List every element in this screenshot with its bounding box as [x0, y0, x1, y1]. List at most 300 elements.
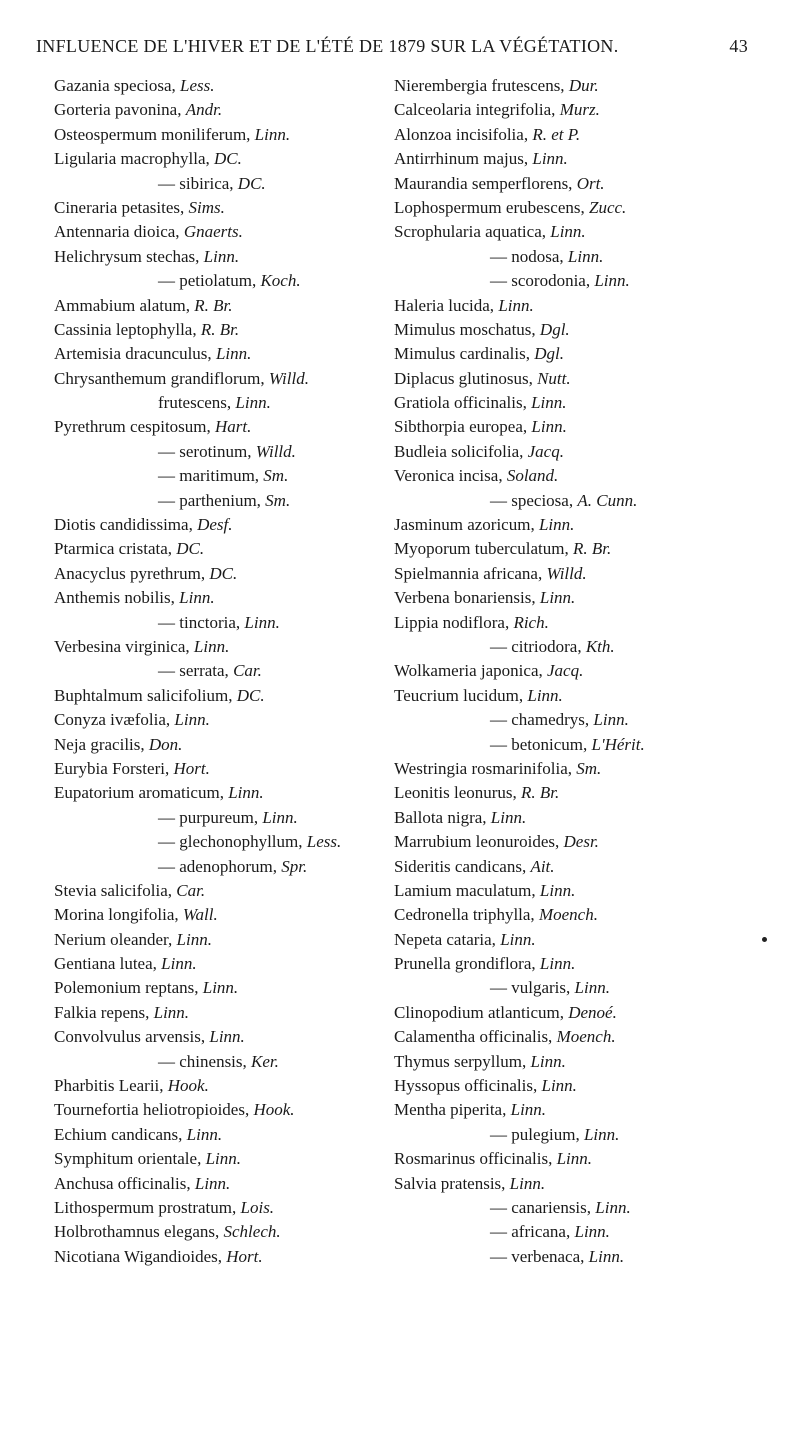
species-name: — parthenium, [158, 490, 266, 510]
species-author: Sm. [263, 466, 289, 486]
species-author: Linn. [262, 807, 298, 827]
species-author: Linn. [179, 588, 215, 608]
species-author: Gnaerts. [183, 222, 243, 242]
species-author: Willd. [546, 563, 587, 583]
species-author: Kth. [585, 636, 615, 656]
species-author: Linn. [567, 246, 604, 266]
species-author: Desr. [563, 832, 599, 852]
species-entry [54, 733, 384, 757]
species-author: Soland. [506, 466, 559, 486]
species-entry [54, 757, 384, 781]
species-author: Linn. [161, 954, 197, 974]
species-entry [394, 1123, 744, 1147]
species-name: Verbena bonariensis, [394, 588, 540, 608]
left-column [54, 74, 384, 1269]
species-entry [394, 294, 744, 318]
species-entry [54, 1172, 384, 1196]
species-entry [54, 806, 384, 830]
species-author: Linn. [194, 1173, 231, 1193]
species-entry [394, 1050, 744, 1074]
species-name: Osteospermum moniliferum, [54, 124, 255, 144]
species-entry [54, 1098, 384, 1122]
species-entry [394, 1098, 744, 1122]
species-entry [54, 294, 384, 318]
species-author: DC. [209, 563, 238, 583]
species-author: Linn. [205, 1149, 242, 1169]
species-name: Holbrothamnus elegans, [54, 1222, 224, 1242]
species-entry [394, 245, 744, 269]
species-name: Tournefortia heliotropioides, [54, 1100, 254, 1120]
species-author: R. Br. [194, 295, 233, 315]
species-entry [394, 1196, 744, 1220]
species-name: Sideritis candicans, [394, 856, 531, 876]
species-author: Linn. [235, 393, 271, 413]
species-name: Falkia repens, [54, 1002, 154, 1022]
species-entry [54, 928, 384, 952]
species-name: Ligularia macrophylla, [54, 149, 215, 169]
species-entry [394, 855, 744, 879]
species-name: Wolkameria japonica, [394, 661, 547, 681]
species-name: Salvia pratensis, [394, 1173, 510, 1193]
species-entry [54, 952, 384, 976]
species-name: — adenophorum, [158, 856, 282, 876]
species-author: Lois. [240, 1197, 275, 1217]
species-entry [394, 1025, 744, 1049]
species-author: Dgl. [534, 344, 564, 364]
species-name: Polemonium reptans, [54, 978, 203, 998]
species-name: Nicotiana Wigandioides, [54, 1246, 227, 1266]
species-name: — speciosa, [490, 490, 578, 510]
species-entry [394, 635, 744, 659]
species-author: Linn. [186, 1124, 223, 1144]
species-name: Anthemis nobilis, [54, 588, 180, 608]
species-name: Cineraria petasites, [54, 197, 189, 217]
species-author: Linn. [531, 393, 567, 413]
species-name: Veronica incisa, [394, 466, 507, 486]
species-entry [54, 1025, 384, 1049]
species-entry [394, 562, 744, 586]
species-author: Linn. [510, 1100, 547, 1120]
species-entry [54, 489, 384, 513]
species-entry [394, 928, 744, 952]
species-author: Linn. [539, 588, 576, 608]
species-author: Schlech. [223, 1222, 281, 1242]
species-author: DC. [237, 173, 266, 193]
species-name: Hyssopus officinalis, [394, 1076, 542, 1096]
species-entry [54, 1147, 384, 1171]
species-name: Anacyclus pyrethrum, [54, 563, 210, 583]
species-name: Helichrysum stechas, [54, 246, 204, 266]
species-author: Linn. [550, 222, 586, 242]
species-name: Buphtalmum salicifolium, [54, 685, 237, 705]
species-author: Hort. [226, 1246, 263, 1266]
species-entry [394, 172, 744, 196]
species-author: Ker. [251, 1051, 279, 1071]
species-author: Moench. [538, 905, 598, 925]
species-entry [54, 1001, 384, 1025]
species-name: Nepeta cataria, [394, 929, 501, 949]
species-entry [54, 342, 384, 366]
species-entry [54, 123, 384, 147]
species-author: Spr. [281, 856, 308, 876]
species-entry [394, 318, 744, 342]
species-author: Linn. [215, 344, 252, 364]
species-entry [54, 440, 384, 464]
species-author: Linn. [588, 1246, 625, 1266]
species-entry [394, 806, 744, 830]
species-author: Sm. [576, 758, 602, 778]
species-author: Linn. [593, 710, 629, 730]
species-name: Ptarmica cristata, [54, 539, 177, 559]
species-author: Hook. [253, 1100, 295, 1120]
species-name: Gentiana lutea, [54, 954, 162, 974]
species-name: Gorteria pavonina, [54, 100, 186, 120]
species-name: — betonicum, [490, 734, 592, 754]
species-name: Lithospermum prostratum, [54, 1197, 241, 1217]
species-author: Linn. [509, 1173, 546, 1193]
species-entry [394, 391, 744, 415]
species-entry [54, 245, 384, 269]
species-name: — africana, [490, 1222, 575, 1242]
species-name: — canariensis, [490, 1197, 596, 1217]
species-name: Cassinia leptophylla, [54, 319, 201, 339]
species-author: Sims. [188, 197, 225, 217]
species-entry [54, 98, 384, 122]
species-entry [394, 1001, 744, 1025]
running-title: INFLUENCE DE L'HIVER ET DE L'ÉTÉ DE 1879 SUR LA VÉGÉTATION. [36, 36, 619, 56]
species-entry [394, 220, 744, 244]
species-name: — glechonophyllum, [158, 832, 307, 852]
species-entry [394, 415, 744, 439]
species-author: Less. [180, 76, 215, 95]
species-name: Chrysanthemum grandiflorum, [54, 368, 269, 388]
species-author: Linn. [228, 783, 264, 803]
species-entry [394, 976, 744, 1000]
species-entry [54, 391, 384, 415]
species-name: Mimulus cardinalis, [394, 344, 535, 364]
species-author: Desf. [197, 515, 233, 535]
species-name: Mentha piperita, [394, 1100, 511, 1120]
species-author: Moench. [556, 1027, 616, 1047]
species-name: Antirrhinum majus, [394, 149, 533, 169]
species-author: Zucc. [588, 197, 627, 217]
species-author: Wall. [182, 905, 218, 925]
species-name: Verbesina virginica, [54, 636, 194, 656]
species-author: Hart. [215, 417, 252, 437]
species-entry [394, 513, 744, 537]
species-entry [394, 440, 744, 464]
species-entry [394, 367, 744, 391]
species-entry [54, 196, 384, 220]
species-author: Linn. [539, 954, 576, 974]
species-author: Linn. [203, 246, 240, 266]
species-entry [54, 879, 384, 903]
species-entry [54, 464, 384, 488]
species-entry [394, 684, 744, 708]
species-entry [394, 830, 744, 854]
species-name: Cedronella triphylla, [394, 905, 539, 925]
species-author: Andr. [185, 100, 223, 120]
species-entry [54, 1050, 384, 1074]
species-author: Linn. [556, 1149, 593, 1169]
species-entry [394, 1245, 744, 1269]
species-author: DC. [176, 539, 205, 559]
species-name: Artemisia dracunculus, [54, 344, 216, 364]
species-name: Sibthorpia europea, [394, 417, 532, 437]
species-name: — chinensis, [158, 1051, 252, 1071]
species-entry [54, 586, 384, 610]
species-name: Spielmannia africana, [394, 563, 547, 583]
species-name: Haleria lucida, [394, 295, 499, 315]
species-name: Calamentha officinalis, [394, 1027, 557, 1047]
species-author: Car. [233, 661, 262, 681]
species-entry [54, 830, 384, 854]
species-author: R. et P. [532, 124, 581, 144]
species-name: Marrubium leonuroides, [394, 832, 564, 852]
species-entry [54, 1074, 384, 1098]
species-entry [54, 367, 384, 391]
species-author: Jacq. [527, 441, 564, 461]
species-author: Linn. [574, 978, 610, 998]
species-name: Westringia rosmarinifolia, [394, 758, 577, 778]
species-author: Hort. [173, 758, 210, 778]
species-entry [394, 708, 744, 732]
species-author: Linn. [153, 1002, 190, 1022]
species-entry [54, 1123, 384, 1147]
species-author: Linn. [498, 295, 534, 315]
species-name: Clinopodium atlanticum, [394, 1002, 569, 1022]
species-entry [394, 1220, 744, 1244]
species-name: — serotinum, [158, 441, 256, 461]
species-name: Thymus serpyllum, [394, 1051, 531, 1071]
species-name: Alonzoa incisifolia, [394, 124, 533, 144]
species-author: Willd. [255, 441, 296, 461]
species-name: Nierembergia frutescens, [394, 76, 569, 95]
species-entry [54, 684, 384, 708]
species-name: Lophospermum erubescens, [394, 197, 589, 217]
species-entry [54, 269, 384, 293]
species-author: Koch. [260, 271, 301, 291]
species-name: — purpureum, [158, 807, 263, 827]
species-name: — pulegium, [490, 1124, 584, 1144]
species-entry [54, 781, 384, 805]
species-entry [54, 1196, 384, 1220]
species-author: Linn. [539, 880, 576, 900]
species-entry [394, 98, 744, 122]
species-author: R. Br. [200, 319, 240, 339]
species-entry [54, 1245, 384, 1269]
species-author: Nutt. [537, 368, 571, 388]
species-entry [394, 464, 744, 488]
species-entry [54, 708, 384, 732]
species-entry [394, 879, 744, 903]
species-name: Jasminum azoricum, [394, 515, 539, 535]
species-author: DC. [214, 149, 242, 169]
species-name: — citriodora, [490, 636, 586, 656]
species-author: Linn. [595, 1197, 631, 1217]
species-name: Neja gracilis, [54, 734, 149, 754]
species-name: Nerium oleander, [54, 929, 177, 949]
species-entry [394, 611, 744, 635]
species-name: Lamium maculatum, [394, 880, 540, 900]
species-entry [394, 903, 744, 927]
page-number: 43 [729, 36, 748, 56]
species-author: Don. [148, 734, 183, 754]
species-entry [54, 976, 384, 1000]
species-author: Linn. [538, 515, 575, 535]
species-author: Dur. [568, 76, 599, 95]
species-author: Linn. [583, 1124, 620, 1144]
species-name: Pharbitis Learii, [54, 1076, 168, 1096]
species-entry [394, 537, 744, 561]
species-author: A. Cunn. [577, 490, 638, 510]
species-name: Teucrium lucidum, [394, 685, 528, 705]
species-name: Scrophularia aquatica, [394, 222, 551, 242]
species-name: Ballota nigra, [394, 807, 491, 827]
species-name: Eupatorium aromaticum, [54, 783, 229, 803]
species-name: Stevia salicifolia, [54, 880, 177, 900]
species-name: Leonitis leonurus, [394, 783, 522, 803]
species-entry [54, 513, 384, 537]
species-author: R. Br. [521, 783, 560, 803]
species-name: — nodosa, [490, 246, 568, 266]
species-entry [54, 172, 384, 196]
right-column [394, 74, 744, 1269]
species-name: — maritimum, [158, 466, 264, 486]
species-entry [394, 489, 744, 513]
species-name: Eurybia Forsteri, [54, 758, 174, 778]
species-author: Ait. [530, 856, 555, 876]
species-author: Linn. [193, 636, 230, 656]
species-name: — sibirica, [158, 173, 238, 193]
species-entry [394, 269, 744, 293]
species-entry [394, 196, 744, 220]
species-author: Ort. [576, 173, 605, 193]
species-entry [54, 415, 384, 439]
species-name: Ammabium alatum, [54, 295, 195, 315]
species-author: Hook. [167, 1076, 209, 1096]
species-entry [54, 659, 384, 683]
species-author: Rich. [513, 612, 549, 632]
species-author: Denoé. [568, 1002, 617, 1022]
species-entry [394, 659, 744, 683]
species-entry [394, 1172, 744, 1196]
species-author: Linn. [209, 1027, 245, 1047]
species-entry [394, 781, 744, 805]
species-name: frutescens, [158, 393, 236, 413]
species-name: Diotis candidissima, [54, 515, 198, 535]
species-entry [394, 757, 744, 781]
species-name: Conyza ivæfolia, [54, 710, 175, 730]
species-author: Linn. [202, 978, 239, 998]
species-author: Car. [176, 880, 206, 900]
species-name: — chamedrys, [490, 710, 594, 730]
species-name: Gazania speciosa, [54, 76, 181, 95]
species-entry [54, 903, 384, 927]
species-author: Linn. [176, 929, 212, 949]
species-author: Dgl. [539, 319, 570, 339]
species-name: Maurandia semperflorens, [394, 173, 577, 193]
species-name: Symphitum orientale, [54, 1149, 206, 1169]
species-author: Linn. [574, 1222, 610, 1242]
species-entry [394, 147, 744, 171]
species-author: Linn. [532, 149, 568, 169]
species-name: Antennaria dioica, [54, 222, 184, 242]
species-author: Linn. [527, 685, 563, 705]
species-entry [54, 318, 384, 342]
species-name: Morina longifolia, [54, 905, 183, 925]
species-author: Linn. [244, 612, 280, 632]
species-name: Budleia solicifolia, [394, 441, 528, 461]
species-author: Linn. [254, 124, 291, 144]
margin-dot [762, 937, 767, 942]
species-name: Echium candicans, [54, 1124, 187, 1144]
species-author: DC. [236, 685, 265, 705]
species-entry [54, 220, 384, 244]
species-author: Linn. [594, 271, 630, 291]
species-entry [54, 611, 384, 635]
species-name: Myoporum tuberculatum, [394, 539, 573, 559]
species-name: Mimulus moschatus, [394, 319, 540, 339]
species-author: Murz. [559, 100, 600, 120]
species-author: Linn. [174, 710, 210, 730]
species-name: — scorodonia, [490, 271, 595, 291]
species-name: — petiolatum, [158, 271, 261, 291]
species-entry [394, 1147, 744, 1171]
species-name: — verbenaca, [490, 1246, 589, 1266]
species-name: — serrata, [158, 661, 234, 681]
species-entry [394, 74, 744, 98]
species-name: — tinctoria, [158, 612, 245, 632]
species-name: Lippia nodiflora, [394, 612, 514, 632]
species-author: R. Br. [572, 539, 612, 559]
species-name: Rosmarinus officinalis, [394, 1149, 557, 1169]
species-author: Linn. [541, 1076, 577, 1096]
species-name: Prunella grondiflora, [394, 954, 540, 974]
species-entry [54, 537, 384, 561]
species-name: Pyrethrum cespitosum, [54, 417, 216, 437]
species-name: Gratiola officinalis, [394, 393, 532, 413]
species-name: Convolvulus arvensis, [54, 1027, 210, 1047]
species-entry [394, 1074, 744, 1098]
species-entry [54, 855, 384, 879]
species-name: — vulgaris, [490, 978, 575, 998]
species-entry [394, 952, 744, 976]
species-entry [54, 147, 384, 171]
species-entry [54, 74, 384, 98]
species-author: Sm. [265, 490, 291, 510]
species-entry [54, 635, 384, 659]
species-author: Linn. [530, 1051, 566, 1071]
species-entry [394, 342, 744, 366]
species-author: Less. [306, 832, 342, 852]
species-entry [394, 733, 744, 757]
page-header [36, 36, 748, 57]
species-entry [54, 562, 384, 586]
species-name: Diplacus glutinosus, [394, 368, 538, 388]
species-author: L'Hérit. [591, 734, 645, 754]
species-name: Anchusa officinalis, [54, 1173, 195, 1193]
species-author: Linn. [500, 929, 536, 949]
species-author: Jacq. [546, 661, 584, 681]
species-entry [54, 1220, 384, 1244]
species-entry [394, 586, 744, 610]
species-entry [394, 123, 744, 147]
species-name: Calceolaria integrifolia, [394, 100, 560, 120]
species-author: Linn. [531, 417, 567, 437]
species-author: Willd. [268, 368, 309, 388]
species-author: Linn. [490, 807, 527, 827]
